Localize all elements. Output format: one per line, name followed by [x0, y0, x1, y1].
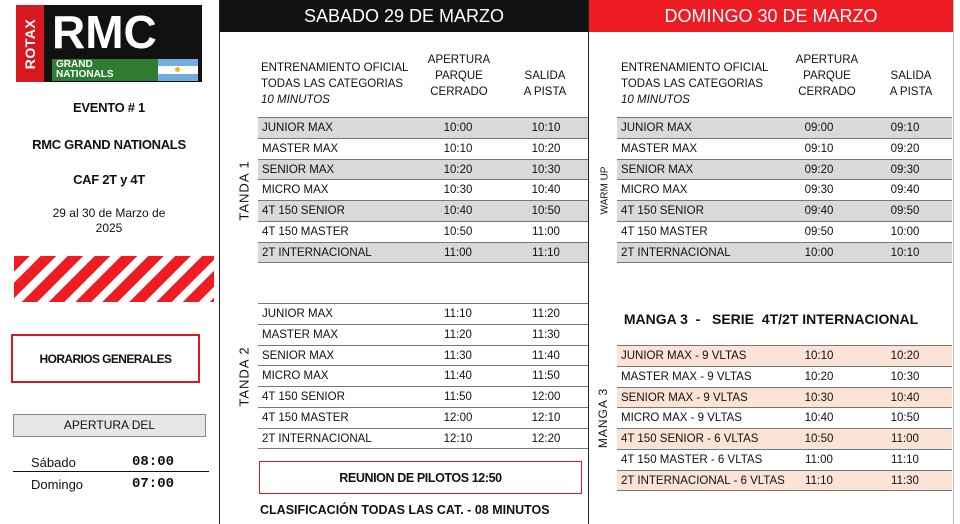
column-header-salida: SALIDA A PISTA	[889, 70, 933, 98]
apertura-time: 11:10	[444, 308, 472, 320]
table-row	[617, 449, 952, 470]
table-row	[258, 407, 588, 428]
apertura-time: 11:40	[444, 370, 472, 383]
logo-subtitle: GRAND NATIONALS	[52, 59, 158, 81]
logo-title: RMC	[52, 6, 157, 58]
apertura-time: 10:20	[804, 370, 834, 383]
table-row	[617, 470, 952, 491]
table-row	[258, 200, 588, 221]
session-description: ENTRENAMIENTO OFICIAL TODAS LAS CATEGORIAS 10 MINUTOS	[621, 62, 769, 106]
table-row	[617, 221, 952, 242]
apertura-time: 10:40	[804, 412, 834, 425]
tanda1-label: TANDA 1	[236, 160, 252, 221]
apertura-time: 10:50	[443, 226, 473, 238]
salida-time: 11:10	[891, 454, 919, 466]
opening-time: 08:00	[132, 454, 175, 470]
opening-time: 07:00	[132, 476, 175, 492]
category-name: JUNIOR MAX	[262, 122, 333, 134]
warmup-label: WARM UP	[599, 166, 611, 214]
table-row	[617, 179, 952, 200]
apertura-time: 12:00	[443, 412, 473, 424]
apertura-time: 10:10	[443, 142, 473, 155]
opening-row-sunday	[0, 474, 210, 496]
category-name: SENIOR MAX	[621, 163, 694, 176]
apertura-time: 11:50	[444, 391, 472, 404]
salida-time: 09:10	[890, 122, 920, 134]
event-dates: 29 al 30 de Marzo de 2025	[52, 206, 166, 235]
event-name: RMC GRAND NATIONALS	[32, 137, 186, 152]
category-name: MICRO MAX	[262, 370, 329, 383]
table-row	[258, 386, 588, 407]
argentina-flag-icon	[158, 59, 198, 81]
table-row	[617, 200, 952, 221]
table-row	[258, 117, 588, 138]
table-row	[258, 345, 588, 366]
apertura-time: 09:30	[804, 184, 834, 197]
salida-time: 11:00	[532, 226, 560, 238]
salida-time: 10:30	[531, 163, 561, 176]
rmc-logo	[16, 5, 202, 82]
salida-time: 11:50	[532, 370, 560, 383]
salida-time: 11:20	[532, 308, 560, 320]
column-header-apertura: APERTURA PARQUE CERRADO	[795, 54, 859, 98]
qualifying-note: CLASIFICACIÓN TODAS LAS CAT. - 08 MINUTOS	[260, 503, 550, 517]
salida-time: 10:10	[890, 246, 920, 259]
logo-brand: ROTAX	[22, 18, 38, 69]
category-name: MASTER MAX	[262, 328, 339, 341]
salida-time: 10:20	[531, 142, 561, 155]
table-row	[258, 303, 588, 324]
table-row	[617, 345, 952, 366]
manga3-label: MANGA 3	[596, 387, 611, 449]
column-header-salida: SALIDA A PISTA	[523, 70, 567, 98]
category-name: MICRO MAX - 9 VLTAS	[621, 412, 742, 425]
salida-time: 10:10	[531, 122, 561, 134]
table-row	[258, 221, 588, 242]
salida-time: 10:40	[890, 391, 920, 404]
schedule-label: HORARIOS GENERALES	[11, 334, 200, 383]
apertura-time: 10:00	[443, 122, 473, 134]
category-name: 4T 150 MASTER	[262, 226, 349, 238]
category-name: JUNIOR MAX	[621, 122, 692, 134]
salida-time: 10:50	[890, 412, 920, 425]
table-row	[617, 387, 952, 408]
category-name: 2T INTERNACIONAL	[621, 246, 731, 259]
apertura-time: 09:10	[804, 142, 834, 155]
salida-time: 12:10	[531, 412, 561, 424]
table-row	[258, 365, 588, 386]
drivers-meeting: REUNION DE PILOTOS 12:50	[259, 461, 582, 494]
table-row	[617, 159, 952, 180]
apertura-time: 09:20	[804, 163, 834, 176]
apertura-time: 11:00	[444, 246, 472, 259]
tanda2-label: TANDA 2	[236, 346, 252, 407]
category-name: MASTER MAX - 9 VLTAS	[621, 370, 752, 383]
salida-time: 11:10	[532, 246, 560, 259]
event-number: EVENTO # 1	[73, 100, 145, 115]
apertura-time: 11:10	[805, 474, 833, 487]
category-name: 4T 150 MASTER - 6 VLTAS	[621, 454, 763, 466]
table-row	[617, 117, 952, 138]
category-name: JUNIOR MAX - 9 VLTAS	[621, 350, 747, 362]
opening-day: Sábado	[31, 455, 76, 470]
table-row	[617, 366, 952, 387]
salida-time: 09:30	[890, 163, 920, 176]
salida-time: 10:00	[890, 226, 920, 238]
apertura-time: 10:00	[804, 246, 834, 259]
table-row	[258, 159, 588, 180]
salida-time: 11:30	[891, 474, 919, 487]
salida-time: 10:50	[531, 205, 561, 218]
category-name: 2T INTERNACIONAL - 6 VLTAS	[621, 474, 785, 487]
category-name: 4T 150 MASTER	[621, 226, 708, 238]
salida-time: 09:20	[890, 142, 920, 155]
apertura-time: 10:50	[804, 433, 834, 446]
salida-time: 09:40	[890, 184, 920, 197]
category-name: MASTER MAX	[262, 142, 339, 155]
opening-day: Domingo	[31, 477, 84, 492]
sunday-panel	[589, 0, 954, 524]
apertura-time: 10:30	[443, 184, 473, 197]
apertura-time: 12:10	[443, 432, 473, 445]
category-name: 4T 150 MASTER	[262, 412, 349, 424]
apertura-time: 09:00	[804, 122, 834, 134]
saturday-header: SABADO 29 DE MARZO	[220, 0, 588, 32]
table-row	[617, 428, 952, 449]
salida-time: 10:30	[890, 370, 920, 383]
salida-time: 10:40	[531, 184, 561, 197]
category-name: MASTER MAX	[621, 142, 698, 155]
table-row	[617, 138, 952, 159]
category-name: 4T 150 SENIOR	[621, 205, 704, 218]
salida-time: 12:20	[531, 432, 561, 445]
opening-label: APERTURA DEL	[13, 414, 206, 437]
apertura-time: 11:20	[444, 328, 472, 341]
divider	[13, 471, 209, 472]
category-name: SENIOR MAX	[262, 163, 335, 176]
event-info-panel	[0, 0, 218, 524]
apertura-time: 10:30	[804, 391, 834, 404]
salida-time: 11:40	[532, 349, 560, 362]
saturday-panel	[219, 0, 589, 524]
salida-time: 11:00	[891, 433, 919, 446]
table-row	[258, 138, 588, 159]
category-name: 4T 150 SENIOR - 6 VLTAS	[621, 433, 759, 446]
table-row	[617, 407, 952, 428]
category-name: MICRO MAX	[621, 184, 688, 197]
apertura-time: 10:40	[443, 205, 473, 218]
session-description: ENTRENAMIENTO OFICIAL TODAS LAS CATEGORIAS 10 MINUTOS	[261, 62, 409, 106]
salida-time: 11:30	[532, 328, 560, 341]
salida-time: 10:20	[890, 350, 920, 362]
salida-time: 12:00	[531, 391, 561, 404]
table-row	[258, 428, 588, 449]
event-circuit: CAF 2T y 4T	[73, 172, 145, 187]
decorative-stripes	[14, 256, 214, 302]
salida-time: 09:50	[890, 205, 920, 218]
apertura-time: 11:30	[444, 349, 472, 362]
column-header-apertura: APERTURA PARQUE CERRADO	[427, 54, 491, 98]
apertura-time: 10:10	[804, 350, 834, 362]
category-name: SENIOR MAX	[262, 349, 335, 362]
category-name: JUNIOR MAX	[262, 308, 333, 320]
sunday-header: DOMINGO 30 DE MARZO	[589, 0, 953, 32]
table-row	[617, 242, 952, 263]
category-name: 2T INTERNACIONAL	[262, 432, 372, 445]
apertura-time: 11:00	[805, 454, 833, 466]
table-row	[258, 242, 588, 263]
category-name: SENIOR MAX - 9 VLTAS	[621, 391, 748, 404]
apertura-time: 09:40	[804, 205, 834, 218]
manga-title: MANGA 3 - SERIE 4T/2T INTERNACIONAL	[623, 311, 919, 327]
category-name: 2T INTERNACIONAL	[262, 246, 372, 259]
category-name: 4T 150 SENIOR	[262, 391, 345, 404]
category-name: 4T 150 SENIOR	[262, 205, 345, 218]
apertura-time: 09:50	[804, 226, 834, 238]
table-row	[258, 324, 588, 345]
apertura-time: 10:20	[443, 163, 473, 176]
table-row	[258, 179, 588, 200]
category-name: MICRO MAX	[262, 184, 329, 197]
